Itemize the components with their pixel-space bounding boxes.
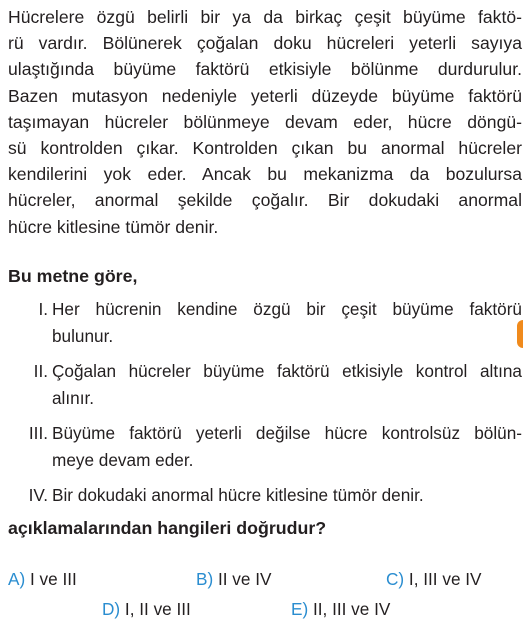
choice-e[interactable] xyxy=(291,599,390,620)
statement-line: Bir dokudaki anormal hücre kitlesine tümör denir. xyxy=(52,485,424,505)
passage-line: Hücrelere özgü belirli bir ya da birkaç çeşit büyüme faktö- xyxy=(8,7,522,27)
passage-line: kendilerini yok eder. Ancak bu mekanizma da bozulursa xyxy=(8,164,522,185)
choice-c[interactable] xyxy=(386,569,482,590)
choice-b[interactable] xyxy=(196,569,271,590)
question-prompt: açıklamalarından hangileri doğrudur? xyxy=(8,518,327,538)
passage-line: ulaştığında büyüme faktörü etkisiyle bölünme durdurulur. xyxy=(8,59,522,80)
question-lead: Bu metne göre, xyxy=(8,266,138,286)
choice-text: II, III ve IV xyxy=(312,599,391,619)
statement-text xyxy=(52,296,522,349)
choice-letter: E) xyxy=(291,599,309,619)
statement-line: Çoğalan hücreler büyüme faktörü etkisiyle kontrol altına xyxy=(52,361,522,381)
passage-line: rü vardır. Bölünerek çoğalan doku hücreleri yeterli sayıya xyxy=(8,33,522,54)
choice-letter: C) xyxy=(386,569,405,589)
statement-text xyxy=(52,482,522,509)
passage-line: hücre kitlesine tümör denir. xyxy=(8,216,219,237)
page-edge-marker xyxy=(517,320,523,348)
choice-text: II ve IV xyxy=(217,569,272,589)
choice-text: I ve III xyxy=(29,569,77,589)
choice-letter: D) xyxy=(102,599,121,619)
statement-number: IV. xyxy=(28,485,48,505)
choice-a[interactable] xyxy=(8,569,77,590)
choice-letter: A) xyxy=(8,569,26,589)
statement-list xyxy=(8,296,522,509)
statement-item xyxy=(8,482,522,509)
passage-line: Bazen mutasyon nedeniyle yeterli düzeyde büyüme faktörü xyxy=(8,85,522,106)
statement-item xyxy=(8,420,522,473)
passage-line: sü kontrolden çıkar. Kontrolden çıkan bu anormal hücreler xyxy=(8,138,522,159)
statement-text xyxy=(52,420,522,473)
choice-text: I, III ve IV xyxy=(408,569,482,589)
statement-line: meye devam eder. xyxy=(52,449,194,470)
choice-text: I, II ve III xyxy=(124,599,191,619)
choice-letter: B) xyxy=(196,569,214,589)
question-passage xyxy=(8,4,522,240)
passage-line: hücreler, anormal şekilde çoğalır. Bir dokudaki anormal xyxy=(8,190,522,211)
statement-number: II. xyxy=(33,361,48,381)
statement-line: Büyüme faktörü yeterli değilse hücre kontrolsüz bölün- xyxy=(52,423,522,443)
statement-number: III. xyxy=(28,423,48,443)
statement-line: Her hücrenin kendine özgü bir çeşit büyüme faktörü xyxy=(52,299,522,319)
statement-item xyxy=(8,358,522,411)
statement-text xyxy=(52,358,522,411)
statement-item xyxy=(8,296,522,349)
passage-line: taşımayan hücreler bölünmeye devam eder, hücre döngü- xyxy=(8,111,522,132)
statement-line: alınır. xyxy=(52,387,95,408)
statement-line: bulunur. xyxy=(52,325,114,346)
choice-d[interactable] xyxy=(102,599,191,620)
statement-number: I. xyxy=(38,299,48,319)
